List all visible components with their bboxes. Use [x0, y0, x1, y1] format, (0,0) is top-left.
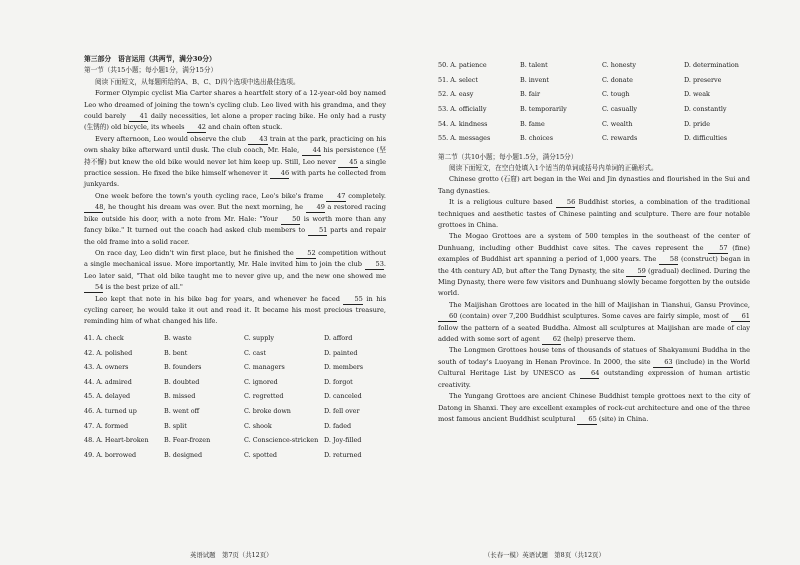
option-a: 55. A. messages — [438, 134, 491, 143]
passage-text: (construct) began in the 4th century AD, but after the Tang Dynasty, the site — [438, 255, 750, 275]
option-c: C. managers — [244, 363, 285, 372]
passage-text: outstanding expression of human artistic creativity. — [438, 369, 750, 389]
option-c: C. cast — [244, 348, 266, 357]
page-footer-left: 英语试题 第7页（共12页） — [190, 551, 273, 559]
passage-text: (contain) over 7,200 Buddhist sculptures. Some caves are fairly simple, most of — [457, 312, 731, 321]
passage-text: competition without a single mechanical issue. More importantly, Mr. Hale invited him to join the club — [84, 248, 386, 269]
option-b: B. bent — [164, 348, 188, 357]
option-c: C. casually — [602, 105, 638, 114]
right-page — [400, 0, 800, 565]
passage-text: a single practice session. He fixed the bike himself whenever it — [84, 157, 386, 178]
option-row — [438, 131, 739, 146]
option-a: 46. A. turned up — [84, 407, 137, 416]
option-a: 42. A. polished — [84, 348, 133, 357]
option-a: 47. A. formed — [84, 421, 129, 430]
part1-instruction: 阅读下面短文，从每题所给的A、B、C、D四个选项中选出最佳选项。 — [95, 77, 300, 86]
blank-65: 65 — [577, 415, 596, 425]
option-row — [438, 87, 739, 102]
passage-text: Former Olympic cyclist Mia Carter shares a heartfelt story of a 12-year-old boy named Leo who dreamed of joining the town's cycling club. Leo lived with his grandma, and they could barely — [84, 89, 386, 121]
passage-text: , he thought his dream was over. But the next morning, he — [103, 203, 306, 212]
option-a: 49. A. borrowed — [84, 450, 137, 459]
option-d: D. constantly — [684, 105, 727, 114]
option-b: B. invent — [520, 75, 549, 84]
option-d: D. forgot — [324, 377, 353, 386]
blank-56: 56 — [556, 198, 575, 208]
passage-text: train at the park, practicing on his own shaky bike afterward until dusk. The club coach, Mr. Hale, — [84, 134, 387, 155]
blank-42: 42 — [187, 123, 206, 133]
passage-text: . Leo later said, "That old bike taught me to never give up, and the new one showed me — [84, 260, 386, 280]
option-c: C. regretted — [244, 392, 284, 401]
passage-text: (include) in the World Cultural Heritage List by UNESCO as — [438, 357, 750, 378]
option-row — [438, 102, 739, 117]
option-d: D. afford — [324, 334, 353, 343]
option-b: B. designed — [164, 450, 203, 459]
blank-55: 55 — [343, 295, 362, 305]
passage-paragraph — [438, 391, 750, 425]
option-d: D. difficulties — [684, 134, 728, 143]
part2-title: 第二节（共10小题；每小题1.5分，满分15分） — [438, 152, 578, 161]
passage-text: and chain often stuck. — [205, 123, 283, 132]
passage-text: (gradual) declined. During the Ming Dynasty, there were few visitors and Dunhuang slowly became forgotten by the outside world. — [438, 266, 751, 298]
passage-paragraph — [438, 345, 750, 391]
option-a: 50. A. patience — [438, 61, 487, 70]
option-b: B. choices — [520, 134, 553, 143]
blank-52: 52 — [296, 249, 315, 259]
blank-57: 57 — [708, 244, 727, 254]
passage-text: On race day, Leo didn't win first place, but he finished the — [95, 248, 297, 257]
option-c: C. tough — [602, 90, 630, 99]
passage-text: is the best prize of all." — [103, 283, 183, 292]
passage-text: follow the pattern of a seated Buddha. Almost all sculptures at Maijishan are made of clay added with some sort of agent — [438, 323, 750, 344]
passage-text: Chinese grotto (石窟) art began in the Wei and Jin dynasties and flourished in the Sui and Tang dynasties. — [438, 175, 750, 195]
blank-63: 63 — [653, 358, 672, 368]
blank-58: 58 — [659, 255, 678, 265]
page-footer-right: （长春一模）英语试题 第8页（共12页） — [484, 551, 605, 559]
blank-53: 53 — [365, 260, 384, 270]
passage-paragraph — [84, 88, 386, 134]
blank-61: 61 — [731, 312, 750, 322]
option-a: 48. A. Heart-broken — [84, 436, 149, 445]
passage-text: The Yungang Grottoes are ancient Chinese Buddhist temple grottoes next to the city of Datong in Shanxi. They are excellent examples of rock-cut architecture and one of the three most famous ancient Buddhist sculptural — [438, 392, 750, 423]
passage-paragraph — [84, 294, 386, 328]
option-c: C. donate — [602, 75, 633, 84]
passage-text: (fine) examples of Buddhist art spanning a period of 1,000 years. The — [438, 243, 750, 264]
option-c: C. Conscience-stricken — [244, 436, 319, 445]
option-row — [84, 448, 363, 463]
blank-54: 54 — [84, 283, 103, 293]
option-a: 44. A. admired — [84, 377, 132, 386]
passage-text: Leo kept that note in his bike bag for years, and whenever he faced — [95, 294, 344, 303]
passage-paragraph — [84, 191, 386, 248]
option-row — [84, 375, 363, 390]
passage-text: in his cycling career, he would take it out and read it. It became his most precious treasure, reminding him of what changed his life. — [84, 294, 386, 326]
passage-text: completely. — [345, 191, 386, 200]
option-b: B. split — [164, 421, 187, 430]
passage-text: It is a religious culture based — [449, 198, 556, 207]
blank-60: 60 — [438, 312, 457, 322]
option-row — [84, 404, 363, 419]
option-row — [84, 345, 363, 360]
option-d: D. faded — [324, 421, 352, 430]
passage-text: (site) in China. — [596, 414, 649, 423]
options-table-41-49 — [84, 331, 363, 462]
option-c: C. ignored — [244, 377, 278, 386]
blank-43: 43 — [248, 135, 267, 145]
option-b: B. fair — [520, 90, 541, 99]
passage-paragraph — [438, 300, 750, 346]
option-c: C. honesty — [602, 61, 637, 70]
option-b: B. went off — [164, 407, 200, 416]
part2-instruction: 阅读下面短文，在空白处填入1个适当的单词或括号内单词的正确形式。 — [449, 163, 658, 172]
passage-text: Every afternoon, Leo would observe the club — [95, 134, 249, 143]
option-d: D. weak — [684, 90, 710, 99]
blank-41: 41 — [129, 112, 148, 122]
option-row — [84, 418, 363, 433]
option-b: B. missed — [164, 392, 196, 401]
blank-64: 64 — [580, 369, 599, 379]
passage-text: with parts he collected from junkyards. — [84, 169, 386, 189]
options-table-50-55 — [438, 58, 739, 146]
cloze-passage — [84, 88, 386, 328]
option-d: D. pride — [684, 119, 711, 128]
option-row — [438, 116, 739, 131]
option-a: 51. A. select — [438, 75, 478, 84]
option-c: C. broke down — [244, 407, 291, 416]
passage-paragraph — [84, 248, 386, 294]
section-title: 第三部分 语言运用（共两节，满分30分） — [84, 55, 216, 63]
option-row — [84, 389, 363, 404]
blank-48: 48 — [84, 203, 103, 213]
option-a: 43. A. owners — [84, 363, 129, 372]
passage-text: The Maijishan Grottoes are located in the hill of Maijishan in Tianshui, Gansu Province, — [449, 300, 750, 309]
option-c: C. wealth — [602, 119, 633, 128]
part1-title: 第一节（共15小题；每小题1分，满分15分） — [84, 66, 218, 75]
passage-text: The Longmen Grottoes house tens of thousands of statues of Shakyamuni Buddha in the south of today's Luoyang in Henan Province. In 2000, the site — [438, 346, 750, 366]
passage-paragraph — [438, 197, 750, 231]
option-d: D. members — [324, 363, 364, 372]
option-d: D. fell over — [324, 407, 360, 416]
passage-paragraph — [84, 134, 386, 191]
option-a: 41. A. check — [84, 334, 124, 343]
option-b: B. Fear-frozen — [164, 436, 211, 445]
passage-text: Buddhist stories, a combination of the traditional techniques and aesthetic tastes of Chinese painting and sculpture. There are four notable grottoes in China. — [438, 198, 750, 229]
option-b: B. waste — [164, 334, 192, 343]
passage-paragraph — [438, 174, 750, 197]
option-a: 54. A. kindness — [438, 119, 488, 128]
option-a: 52. A. easy — [438, 90, 474, 99]
option-a: 53. A. officially — [438, 105, 487, 114]
passage-text: is worth more than any fancy bike." It turned out the coach had asked club members to — [84, 214, 386, 235]
option-b: B. fame — [520, 119, 545, 128]
option-c: C. shook — [244, 421, 272, 430]
passage-text: his persistence (坚持不懈) but knew the old bike would never let him keep up. Still, Leo never — [84, 146, 386, 166]
blank-45: 45 — [338, 158, 357, 168]
option-row — [84, 433, 363, 448]
option-c: C. spotted — [244, 450, 277, 459]
blank-44: 44 — [302, 146, 321, 156]
blank-47: 47 — [326, 192, 345, 202]
option-d: D. preserve — [684, 75, 722, 84]
option-d: D. canceled — [324, 392, 362, 401]
passage-text: One week before the town's youth cycling race, Leo's bike's frame — [95, 191, 327, 200]
option-d: D. returned — [324, 450, 362, 459]
passage-text: (help) preserve them. — [561, 335, 636, 344]
passage-text: daily necessities, let alone a proper racing bike. He only had a rusty (生锈的) old bicycle, its wheels — [84, 112, 386, 132]
option-d: D. painted — [324, 348, 358, 357]
blank-59: 59 — [626, 267, 645, 277]
blank-62: 62 — [542, 335, 561, 345]
option-b: B. talent — [520, 61, 548, 70]
option-b: B. doubted — [164, 377, 200, 386]
passage-text: a restored racing bike outside his door, with a note from Mr. Hale: "Your — [84, 203, 387, 223]
option-a: 45. A. delayed — [84, 392, 131, 401]
option-c: C. rewards — [602, 134, 638, 143]
option-row — [84, 360, 363, 375]
option-row — [438, 58, 739, 73]
option-c: C. supply — [244, 334, 274, 343]
option-row — [84, 331, 363, 346]
option-b: B. founders — [164, 363, 202, 372]
passage-paragraph — [438, 231, 750, 299]
passage-text: parts and repair the old frame into a solid racer. — [84, 226, 387, 246]
blank-51: 51 — [308, 226, 327, 236]
option-b: B. temporarily — [520, 105, 567, 114]
grammar-fill-passage — [438, 174, 750, 425]
option-d: D. Joy-filled — [324, 436, 362, 445]
option-row — [438, 73, 739, 88]
option-d: D. determination — [684, 61, 739, 70]
blank-50: 50 — [281, 215, 300, 225]
passage-text: The Mogao Grottoes are a system of 500 temples in the southeast of the center of Dunhuang, including other Buddhist cave sites. The caves represent the — [438, 232, 750, 252]
blank-49: 49 — [306, 203, 325, 213]
blank-46: 46 — [270, 169, 289, 179]
